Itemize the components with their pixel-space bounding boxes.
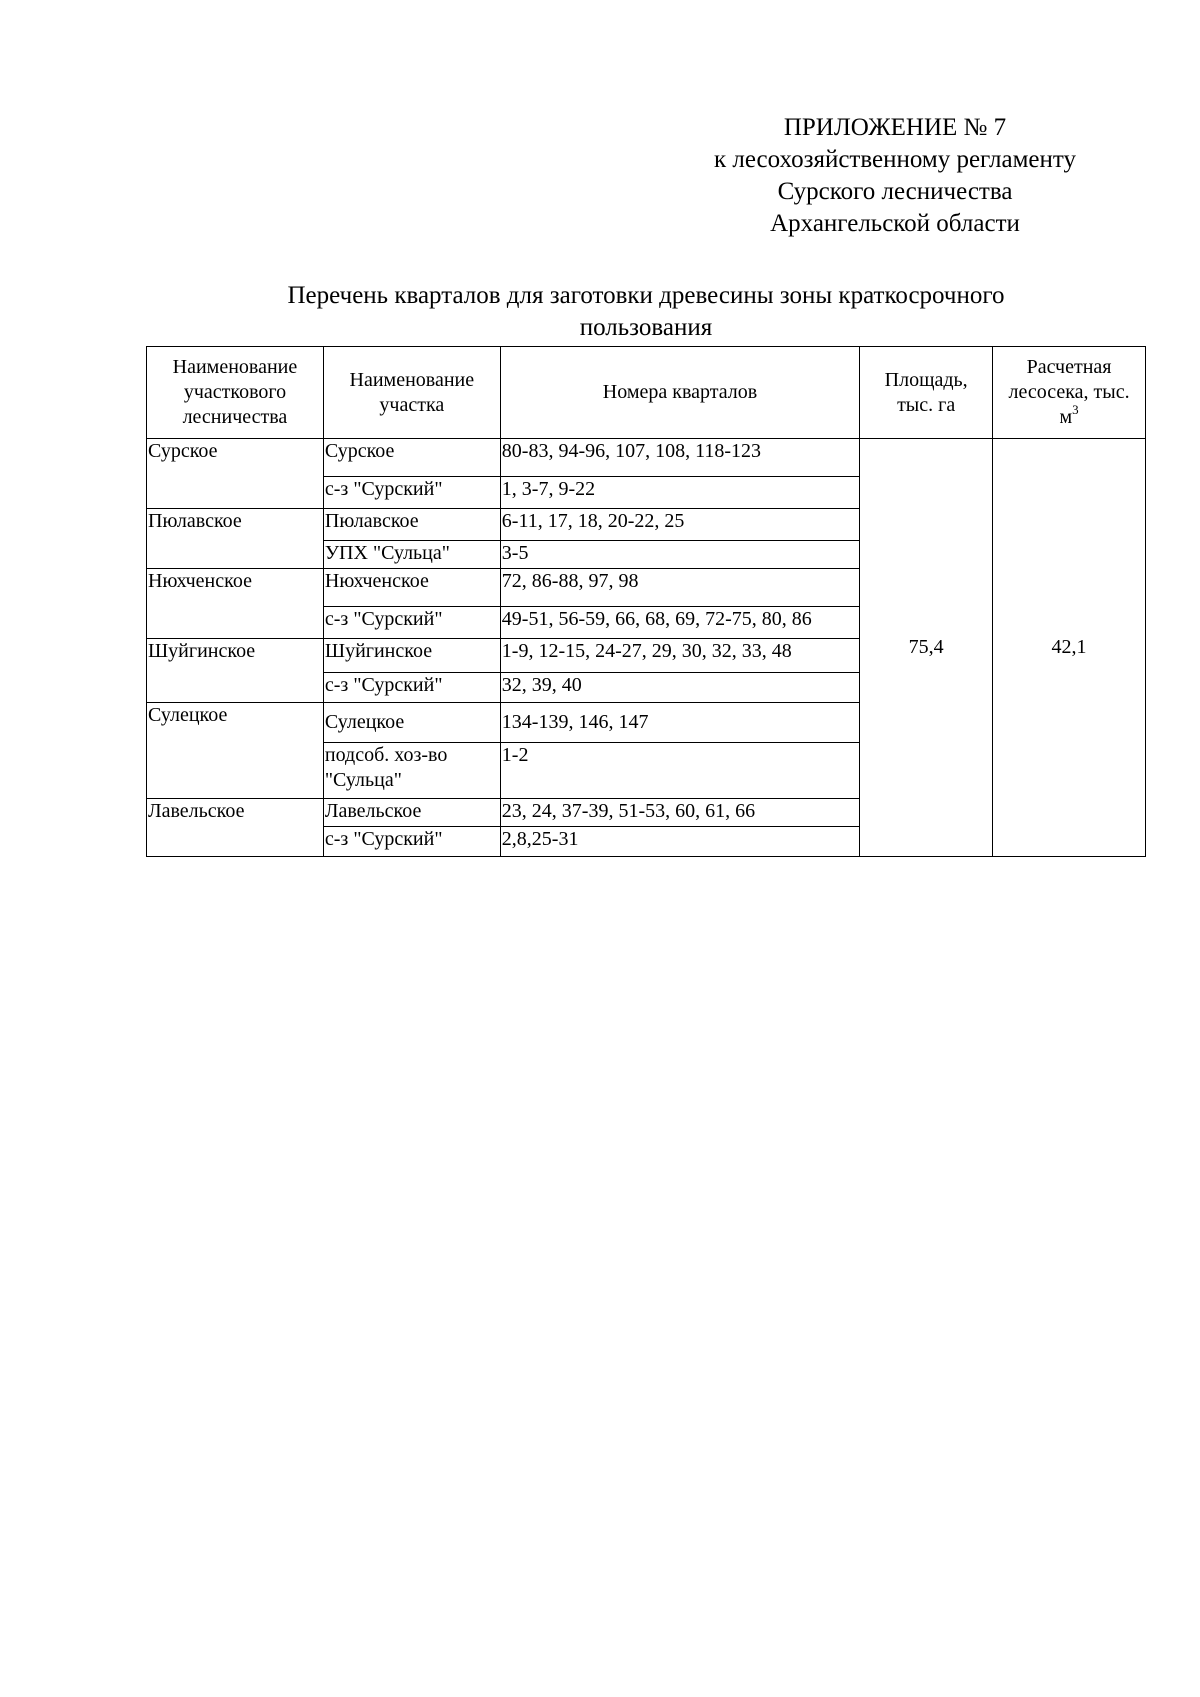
cell-site: с-з "Сурский" — [323, 673, 500, 703]
cell-quarters: 80-83, 94-96, 107, 108, 118-123 — [500, 439, 859, 477]
cell-quarters: 23, 24, 37-39, 51-53, 60, 61, 66 — [500, 799, 859, 827]
appendix-heading — [660, 112, 1130, 240]
header-site: Наименование участка — [323, 347, 500, 439]
document-title-line-2: пользования — [579, 314, 713, 341]
cell-forestry: Сулецкое — [147, 703, 324, 799]
quarters-table — [146, 346, 1146, 857]
document-title-line-1: Перечень кварталов для заготовки древесины зоны краткосрочного — [287, 282, 1005, 309]
cell-forestry: Сурское — [147, 439, 324, 509]
cell-site: УПХ "Сульца" — [323, 541, 500, 569]
cell-site: с-з "Сурский" — [323, 827, 500, 857]
appendix-forestry: Сурского лесничества — [777, 178, 1013, 205]
header-quarters: Номера кварталов — [500, 347, 859, 439]
cell-quarters: 1-9, 12-15, 24-27, 29, 30, 32, 33, 48 — [500, 639, 859, 673]
cell-forestry: Пюлавское — [147, 509, 324, 569]
cell-forestry: Нюхченское — [147, 569, 324, 639]
cell-quarters: 134-139, 146, 147 — [500, 703, 859, 743]
appendix-number: ПРИЛОЖЕНИЕ № 7 — [783, 114, 1007, 141]
cell-quarters: 6-11, 17, 18, 20-22, 25 — [500, 509, 859, 541]
cell-area-total: 75,4 — [860, 439, 993, 857]
cell-quarters: 1-2 — [500, 743, 859, 799]
cell-site: с-з "Сурский" — [323, 607, 500, 639]
cell-site: Сулецкое — [323, 703, 500, 743]
cell-cutting-total: 42,1 — [993, 439, 1146, 857]
appendix-region: Архангельской области — [770, 210, 1020, 237]
cell-site: Шуйгинское — [323, 639, 500, 673]
header-cutting — [993, 347, 1146, 439]
cell-quarters: 3-5 — [500, 541, 859, 569]
header-cutting-text: Расчетная лесосека, тыс. м — [1008, 356, 1130, 428]
cell-site: Нюхченское — [323, 569, 500, 607]
cell-forestry: Шуйгинское — [147, 639, 324, 703]
cell-forestry: Лавельское — [147, 799, 324, 857]
cell-site: Лавельское — [323, 799, 500, 827]
cell-site: с-з "Сурский" — [323, 477, 500, 509]
cell-quarters: 32, 39, 40 — [500, 673, 859, 703]
table-header-row — [147, 347, 1146, 439]
header-cutting-unit-sup: 3 — [1072, 402, 1079, 417]
table-row — [147, 439, 1146, 477]
document-title — [146, 280, 1146, 344]
cell-site: Сурское — [323, 439, 500, 477]
appendix-reference: к лесохозяйственному регламенту — [713, 146, 1077, 173]
cell-quarters: 2,8,25-31 — [500, 827, 859, 857]
header-forestry: Наименование участкового лесничества — [147, 347, 324, 439]
cell-quarters: 49-51, 56-59, 66, 68, 69, 72-75, 80, 86 — [500, 607, 859, 639]
header-area: Площадь, тыс. га — [860, 347, 993, 439]
cell-quarters: 1, 3-7, 9-22 — [500, 477, 859, 509]
cell-quarters: 72, 86-88, 97, 98 — [500, 569, 859, 607]
cell-site: подсоб. хоз-во "Сульца" — [323, 743, 500, 799]
cell-site: Пюлавское — [323, 509, 500, 541]
